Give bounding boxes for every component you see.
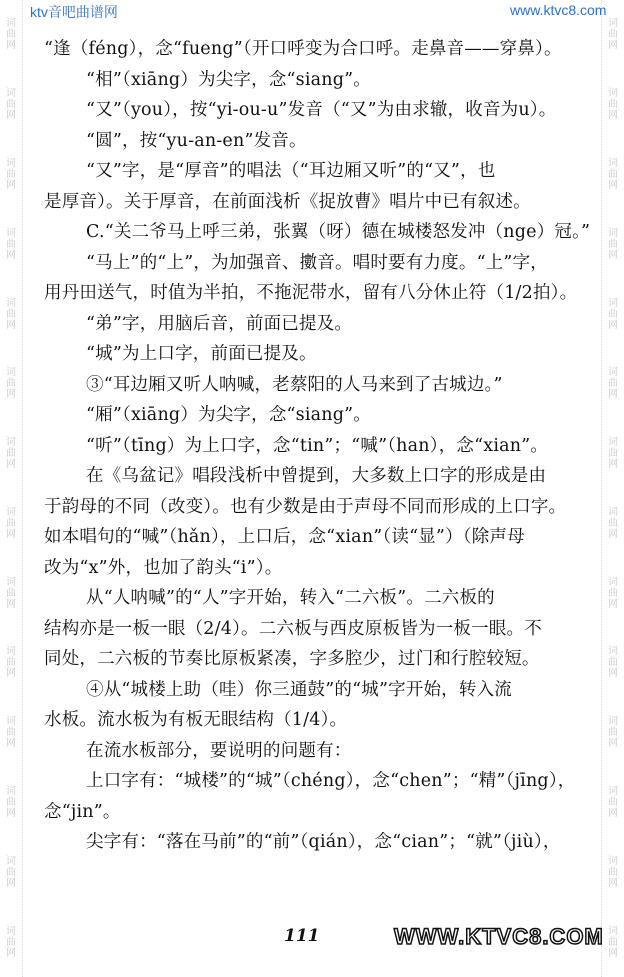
side-watermark: 词曲网 [608, 855, 618, 889]
text-line: 念“jin”。 [44, 801, 121, 822]
text-line: 同处，二六板的节奏比原板紧凑，字多腔少，过门和行腔较短。 [44, 649, 540, 669]
side-watermark: 词曲网 [608, 297, 618, 331]
text-line: 水板。流水板为有板无眼结构（1/4）。 [44, 710, 348, 730]
side-watermark: 词曲网 [608, 157, 618, 191]
side-watermark: 词曲网 [608, 785, 618, 819]
text-line: “弟”字，用脑后音，前面已提及。 [86, 313, 353, 334]
side-watermark: 词曲网 [6, 437, 16, 471]
side-watermark: 词曲网 [608, 367, 618, 401]
side-watermark: 词曲网 [608, 506, 618, 540]
side-watermark: 词曲网 [6, 506, 16, 540]
side-watermark: 词曲网 [6, 716, 16, 750]
side-watermark: 词曲网 [6, 785, 16, 819]
top-right-site-url: www.ktvc8.com [510, 2, 607, 18]
top-watermark [30, 2, 607, 22]
text-line: “逢（féng），念“fueng”（开口呼变为合口呼。走鼻音——穿鼻）。 [44, 39, 562, 59]
text-line: “马上”的“上”，为加强音、擻音。唱时要有力度。“上”字， [86, 252, 548, 273]
text-line: ③“耳边厢又听人呐喊，老蔡阳的人马来到了古城边。” [86, 374, 503, 395]
text-line: “圆”，按“yu-an-en”发音。 [86, 130, 307, 151]
side-watermark: 词曲网 [6, 18, 16, 52]
footer-site-url: WWW.KTVC8.COM [394, 924, 604, 949]
text-line: 用丹田送气，时值为半拍，不拖泥带水，留有八分休止符（1/2拍）。 [44, 283, 578, 303]
top-left-site-name: ktv音吧曲谱网 [30, 4, 118, 20]
text-line: “城”为上口字，前面已提及。 [86, 344, 317, 364]
text-line: C.“关二爷马上呼三弟，张翼（呀）德在城楼怒发冲（nge）冠。” [86, 222, 591, 242]
page-body-text [44, 34, 592, 858]
side-watermark: 词曲网 [608, 227, 618, 261]
text-line: 改为“x”外，也加了韵头“i”）。 [44, 557, 283, 578]
side-watermark: 词曲网 [608, 18, 618, 52]
side-watermark: 词曲网 [6, 925, 16, 959]
text-line: 上口字有：“城楼”的“城”（chéng），念“chen”；“精”（jīng）， [86, 771, 576, 791]
side-watermark: 词曲网 [608, 576, 618, 610]
text-line: 在流水板部分，要说明的问题有： [86, 740, 352, 761]
side-watermark: 词曲网 [6, 88, 16, 122]
text-line: 结构亦是一板一眼（2/4）。二六板与西皮原板皆为一板一眼。不 [44, 618, 542, 639]
text-line: 于韵母的不同（改变）。也有少数是由于声母不同而形成的上口字。 [44, 496, 567, 517]
side-watermark: 词曲网 [608, 646, 618, 680]
side-watermark: 词曲网 [6, 576, 16, 610]
side-watermark: 词曲网 [608, 88, 618, 122]
side-watermark: 词曲网 [6, 227, 16, 261]
page-number: 111 [284, 926, 320, 946]
page-footer [0, 920, 624, 960]
side-watermark: 词曲网 [608, 716, 618, 750]
text-line: 从“人呐喊”的“人”字开始，转入“二六板”。二六板的 [86, 588, 495, 608]
text-line: “又”（you），按“yi-ou-u”发音（“又”为由求辙，收音为u）。 [86, 100, 557, 120]
side-watermark: 词曲网 [6, 297, 16, 331]
side-watermark: 词曲网 [608, 437, 618, 471]
left-watermark-column [0, 0, 22, 977]
text-line: 是厚音）。关于厚音，在前面浅析《捉放曹》唱片中已有叙述。 [44, 191, 531, 212]
right-watermark-column [602, 0, 624, 977]
text-line: “相”（xiāng）为尖字，念“siang”。 [86, 69, 371, 90]
side-watermark: 词曲网 [6, 367, 16, 401]
text-line: 在《乌盆记》唱段浅析中曾提到，大多数上口字的形成是由 [86, 466, 547, 486]
text-line: 如本唱句的“喊”（hǎn），上口后，念“xian”（读“显”）（除声母 [44, 527, 525, 547]
text-line: “又”字，是“厚音”的唱法（“耳边厢又听”的“又”，也 [86, 161, 496, 181]
text-line: ④从“城楼上助（哇）你三通鼓”的“城”字开始，转入流 [86, 679, 512, 700]
text-line: “听”（tīng）为上口字，念“tin”；“喊”（han），念“xian”。 [86, 435, 549, 456]
side-watermark: 词曲网 [6, 855, 16, 889]
side-watermark: 词曲网 [608, 925, 618, 959]
side-watermark: 词曲网 [6, 646, 16, 680]
side-watermark: 词曲网 [6, 157, 16, 191]
text-line: 尖字有：“落在马前”的“前”（qián），念“cian”；“就”（jiù）， [86, 832, 561, 852]
text-line: “厢”（xiāng）为尖字，念“siang”。 [86, 405, 371, 425]
